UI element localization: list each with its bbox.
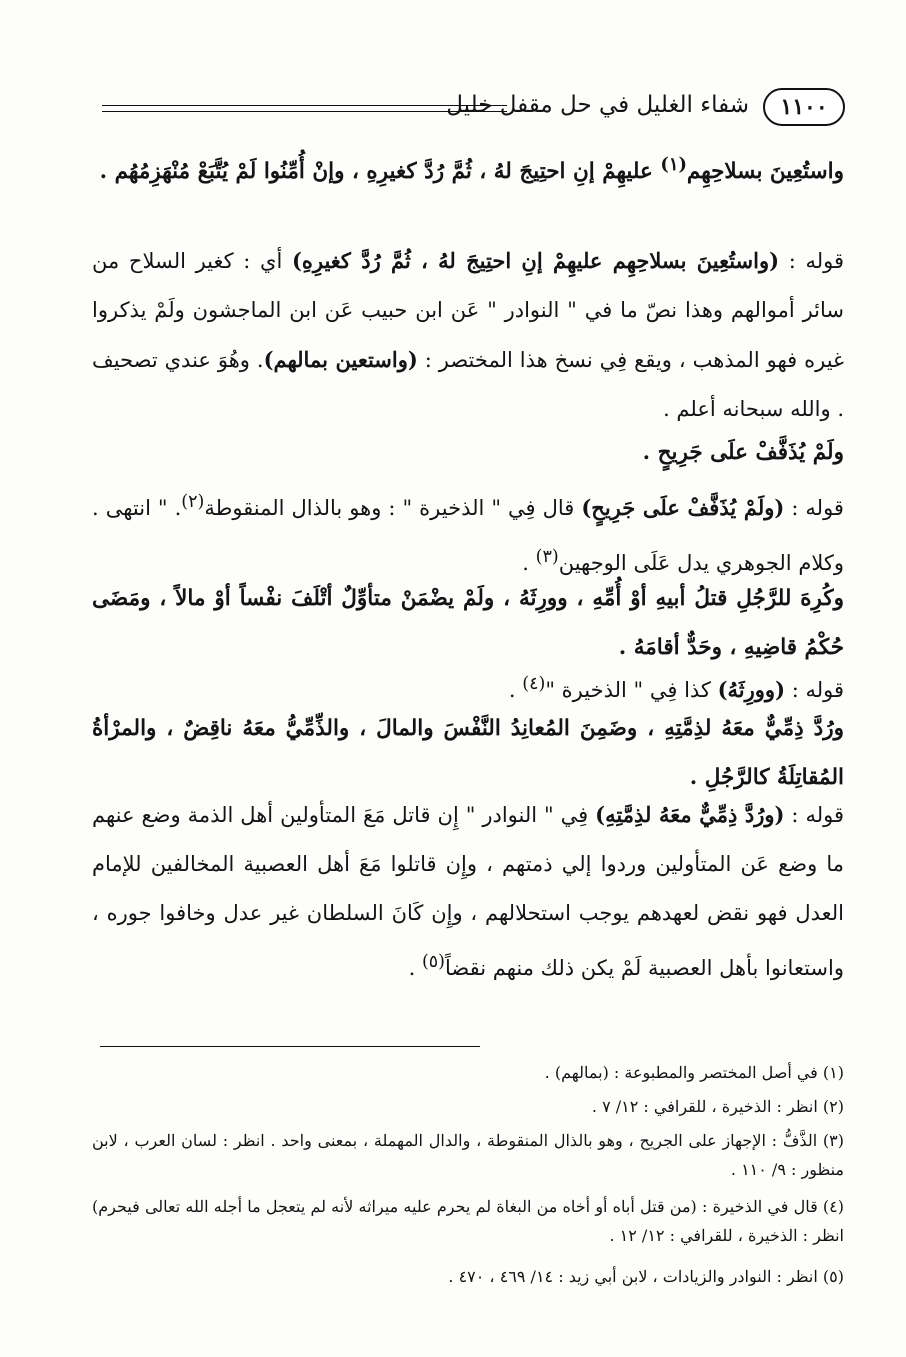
header-rule <box>102 105 507 112</box>
matn-block-4 <box>92 704 844 802</box>
matn-text: وكُرِهَ للرَّجُلِ قتلُ أبيهِ أوْ أُمِّهِ ، وورِثَهُ ، ولَمْ يضْمَنْ متأوِّلٌ أتْلَفَ نفْساً أوْ مالاً ، ومَضَى حُكْمُ قاضِيهِ ، وحَدٌّ أقامَهُ . <box>92 586 844 660</box>
footnote-separator <box>100 1046 480 1047</box>
footnote-4: (٤) قال في الذخيرة : (من قتل أباه أو أخاه من البغاة لم يحرم عليه ميراثه لأنه لم يتعجل ما أجله الله تعالى فيحرم) انظر : الذخيرة ، للقرافي : ١٢/ ١٢ . <box>92 1197 845 1245</box>
book-title: شفاء الغليل في حل مقفل خليل <box>446 92 749 118</box>
commentary-lead: قوله : <box>785 678 844 702</box>
matn-block-2 <box>92 428 844 477</box>
footnote-1: (١) في أصل المختصر والمطبوعة : (بمالهم) . <box>544 1063 844 1082</box>
footnote-2: (٢) انظر : الذخيرة ، للقرافي : ١٢/ ٧ . <box>591 1097 844 1116</box>
commentary-text: أي : كغير السلاح من سائر أموالهم وهذا نصّ ما في " النوادر " عَن ابن حبيب عَن ابن الماجشون ولَمْ يذكروا غيره فهو المذهب ، ويقع فِي نسخ هذا المختصر : <box>92 249 845 372</box>
matn-block-1 <box>92 140 844 196</box>
commentary-text: قال فِي " الذخيرة " : وهو بالذال المنقوطة <box>204 496 582 520</box>
commentary-block-1 <box>92 236 844 434</box>
commentary-text: فِي " النوادر " إِن قاتل مَعَ المتأولين أهل الذمة وضع عنهم ما وضع عَن المتأولين وردوا إلي ذمتهم ، وإِن قاتلوا مَعَ أهل العصبية المخالفين للإمام العدل فهو نقض لعهدهم يوجب استحلالهم ، وإِن كَانَ السلطان غير عدل وخافوا جوره ، واستعانوا بأهل العصبية لَمْ يكن ذلك منهم نقضاً <box>92 803 844 980</box>
footnote-ref: (٢) <box>181 492 205 512</box>
matn-text: ورُدَّ ذِمِّيٌّ معَهُ لذِمَّتِهِ ، وضَمِنَ المُعانِدُ النَّفْسَ والمالَ ، والذِّمِّيُّ معَهُ ناقِضٌ ، والمرْأةُ المُقاتِلَةُ كالرَّجُلِ . <box>92 716 844 790</box>
running-header <box>100 88 845 128</box>
matn-text: واستُعِينَ بسلاحِهِم <box>686 159 844 185</box>
commentary-text: كذا فِي " الذخيرة " <box>545 678 718 702</box>
commentary-lead: قوله : <box>779 249 844 273</box>
commentary-text: . <box>522 551 536 575</box>
footnote-ref: (٥) <box>421 952 445 972</box>
commentary-block-4 <box>92 790 844 993</box>
commentary-text: . وهُوَ عندي تصحيف . والله سبحانه أعلم . <box>92 348 844 421</box>
quoted-matn: (وورِثَهُ) <box>717 677 786 702</box>
commentary-text: . <box>408 956 422 980</box>
commentary-lead: قوله : <box>784 496 844 520</box>
page-number: ١١٠٠ <box>763 88 845 126</box>
quoted-matn: (ورُدَّ ذِمِّيٌّ معَهُ لذِمَّتِهِ) <box>595 802 785 827</box>
matn-text: عليهِمْ إنِ احتِيجَ لهُ ، ثُمَّ رُدَّ كغيرِهِ ، وإنْ أُمِّنُوا لَمْ يُتَّبَعْ مُنْهَزِمُهُم . <box>99 159 661 185</box>
quoted-matn: (ولَمْ يُذَفَّفْ علَى جَرِيحٍ) <box>581 495 785 520</box>
quoted-variant: (واستعين بمالهم) <box>263 347 418 372</box>
matn-text: ولَمْ يُذَفَّفْ علَى جَرِيحٍ . <box>642 440 844 465</box>
footnote-3: (٣) الذَّفُّ : الإجهاز على الجريح ، وهو بالذال المنقوطة ، والدال المهملة ، بمعنى واحد . انظر : لسان العرب ، لابن منظور : ٩/ ١١٠ . <box>92 1131 844 1179</box>
footnote-ref: (١) <box>660 154 687 175</box>
footnote-ref: (٤) <box>522 674 546 694</box>
commentary-text: . <box>508 678 523 702</box>
quoted-matn: (واستُعِينَ بسلاحِهِم عليهِمْ إنِ احتِيجَ لهُ ، ثُمَّ رُدَّ كغيرِهِ) <box>291 248 780 273</box>
commentary-block-2 <box>92 478 844 588</box>
commentary-text: . " انتهى . وكلام الجوهري يدل عَلَى الوجهين <box>92 496 844 575</box>
matn-block-3 <box>92 574 844 672</box>
footnote-ref: (٣) <box>535 547 559 567</box>
commentary-lead: قوله : <box>784 803 844 827</box>
footnote-5: (٥) انظر : النوادر والزيادات ، لابن أبي زيد : ١٤/ ٤٦٩ ، ٤٧٠ . <box>448 1267 844 1286</box>
